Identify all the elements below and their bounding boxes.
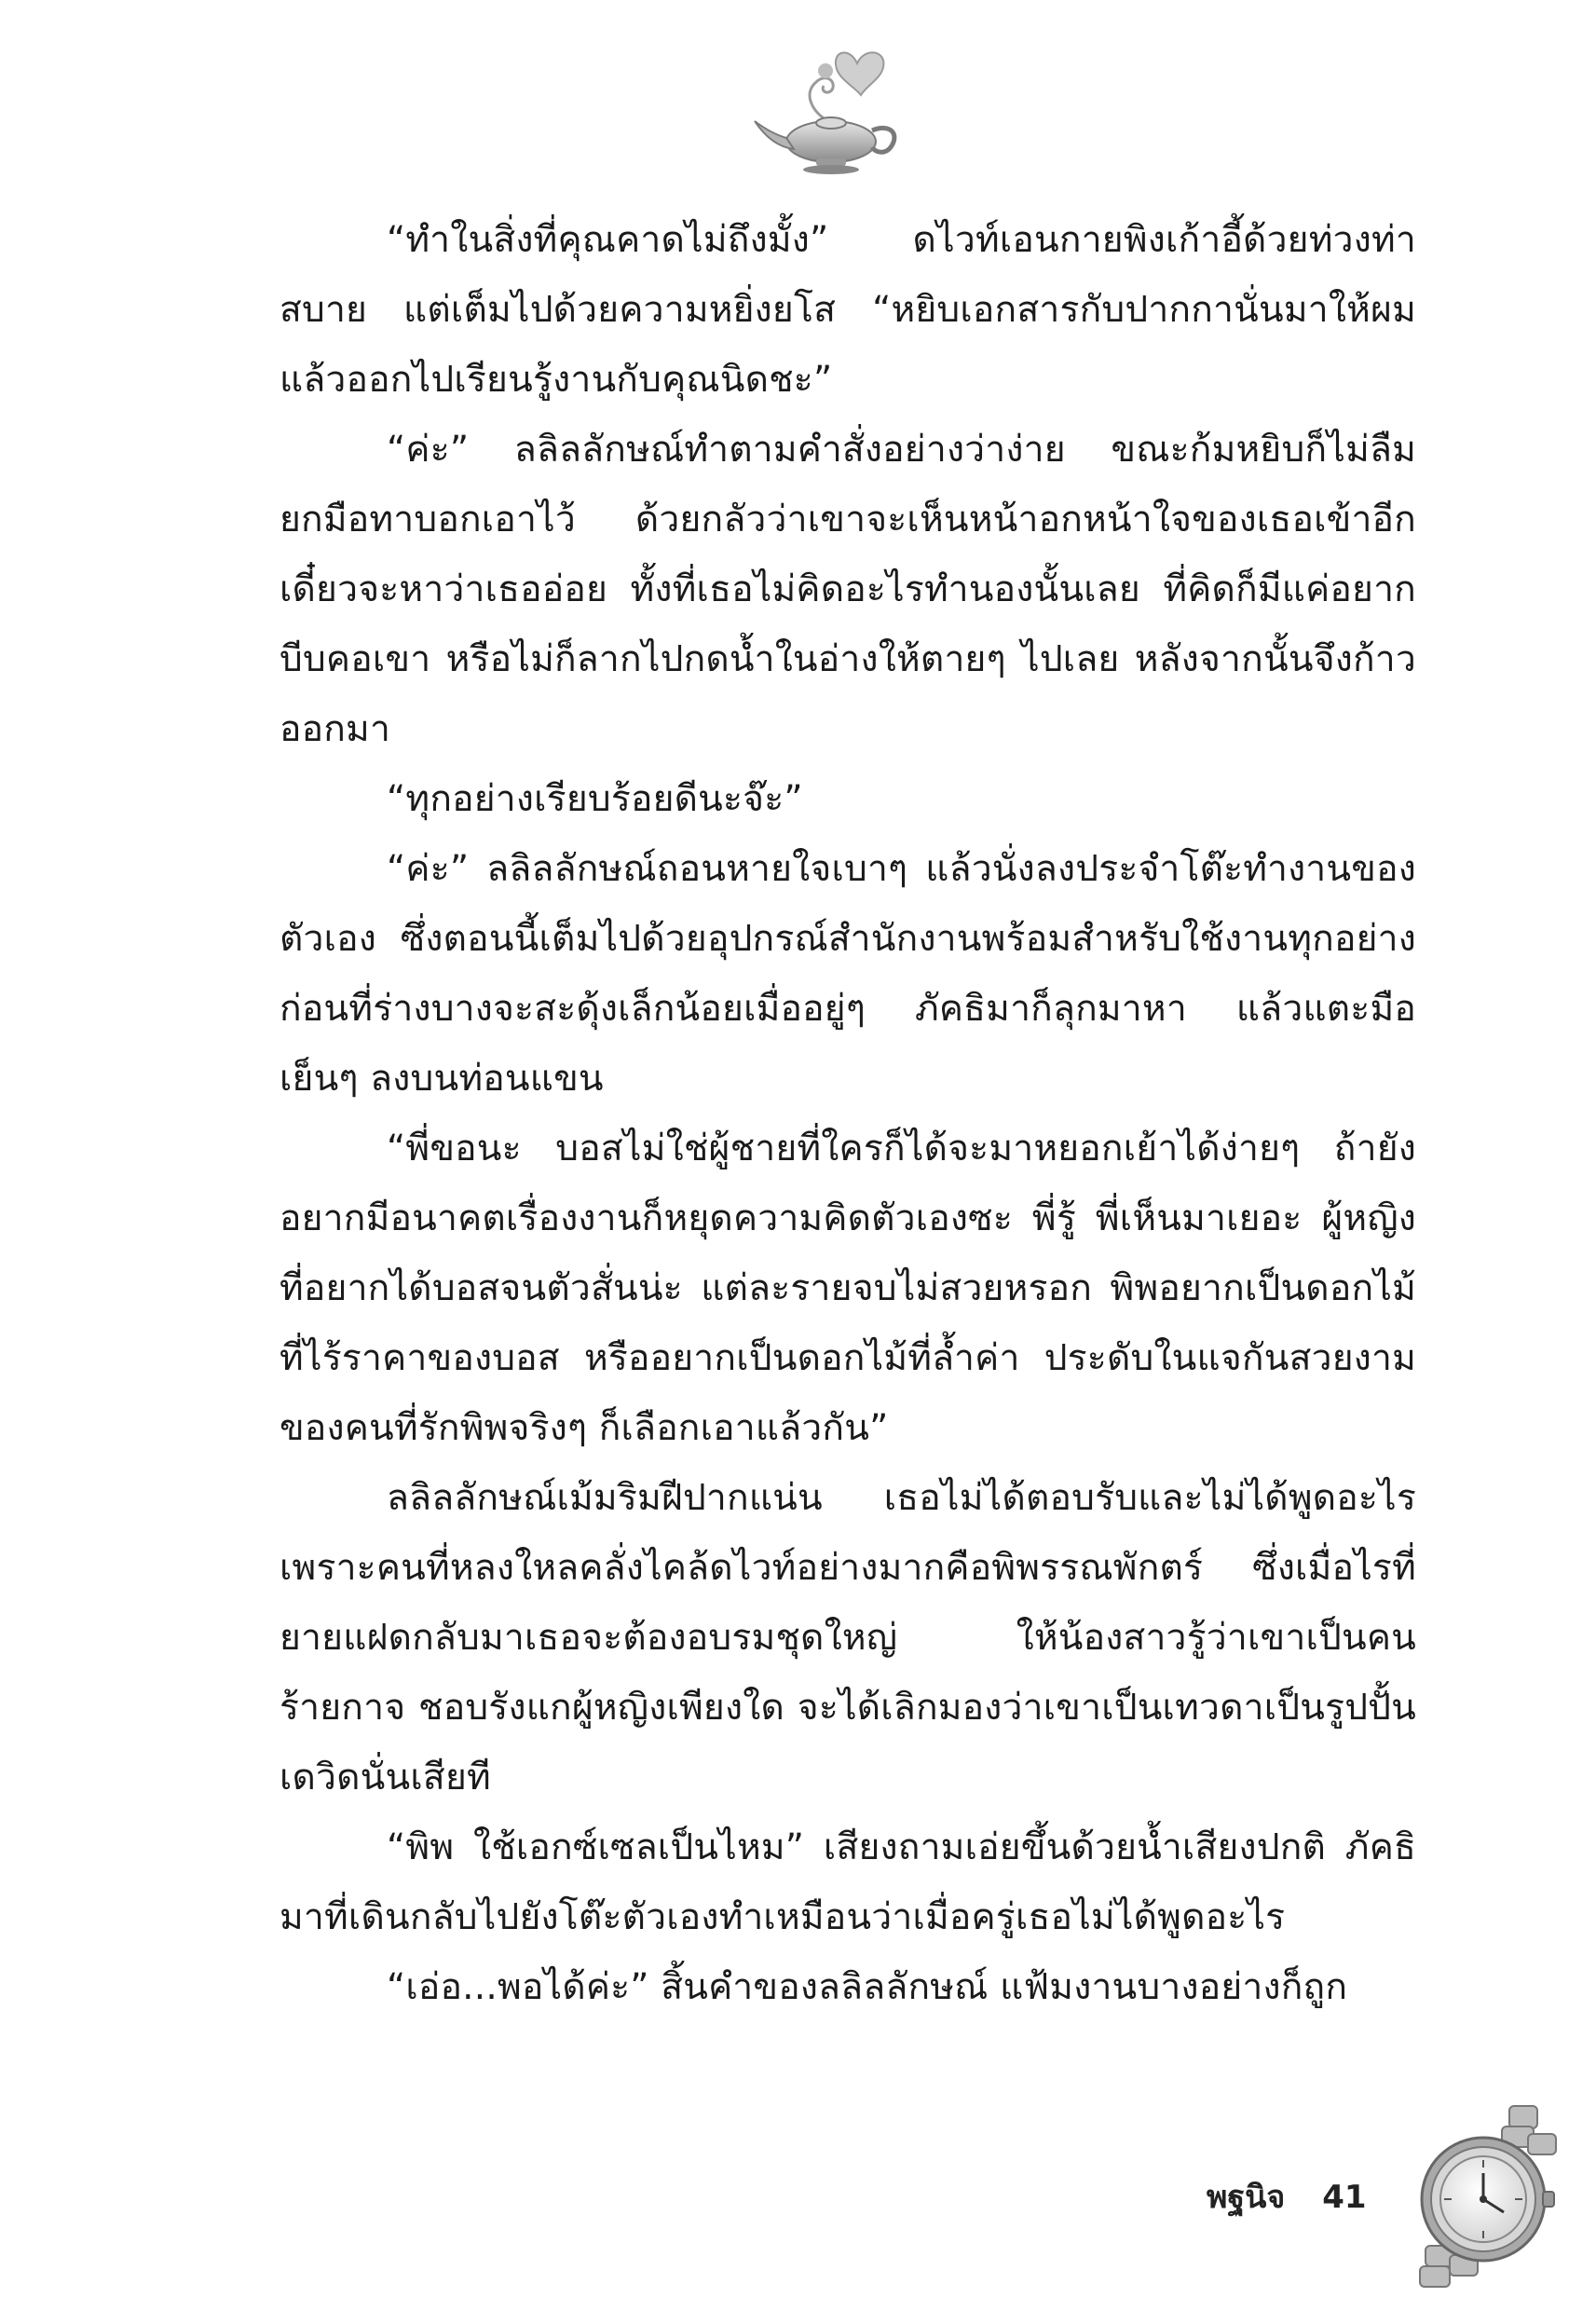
paragraph: “ค่ะ” ลลิลลักษณ์ทำตามคำสั่งอย่างว่าง่าย ขณะก้มหยิบก็ไม่ลืมยกมือทาบอกเอาไว้ ด้วยกลัวว่าเขาจะเห็นหน้าอกหน้าใจของเธอเข้าอีก เดี๋ยวจะหาว่าเธออ่อย ทั้งที่เธอไม่คิดอะไรทำนองนั้นเลย ที่คิดก็มีแค่อยากบีบคอเขา หรือไม่ก็ลากไปกดน้ำในอ่างให้ตายๆ ไปเลย หลังจากนั้นจึงก้าวออกมา [280,429,1416,750]
paragraph: “ทำในสิ่งที่คุณคาดไม่ถึงมั้ง” ดไวท์เอนกายพิงเก้าอี้ด้วยท่วงท่าสบาย แต่เต็มไปด้วยความหยิ่งยโส “หยิบเอกสารกับปากกานั่นมาให้ผมแล้วออกไปเรียนรู้งานกับคุณนิดชะ” [280,219,1416,401]
page-footer [1207,2171,1367,2222]
paragraph: “พิพ ใช้เอกซ์เซลเป็นไหม” เสียงถามเอ่ยขึ้นด้วยน้ำเสียงปกติ ภัคธิมาที่เดินกลับไปยังโต๊ะตัวเองทำเหมือนว่าเมื่อครู่เธอไม่ได้พูดอะไร [280,1826,1416,1938]
page-number: 41 [1322,2179,1367,2216]
wristwatch-icon [1398,2097,1575,2302]
paragraph: ลลิลลักษณ์เม้มริมฝีปากแน่น เธอไม่ได้ตอบรับและไม่ได้พูดอะไร เพราะคนที่หลงใหลคลั่งไคล้ดไวท์อย่างมากคือพิพรรณพักตร์ ซึ่งเมื่อไรที่ยายแฝดกลับมาเธอจะต้องอบรมชุดใหญ่ ให้น้องสาวรู้ว่าเขาเป็นคนร้ายกาจ ชอบรังแกผู้หญิงเพียงใด จะได้เลิกมองว่าเขาเป็นเทวดาเป็นรูปปั้นเดวิดนั่นเสียที [280,1477,1416,1798]
paragraph: “เอ่อ...พอได้ค่ะ” สิ้นคำของลลิลลักษณ์ แฟ้มงานบางอย่างก็ถูก [387,1966,1348,2008]
genie-lamp-icon [745,37,913,177]
paragraph: “พี่ขอนะ บอสไม่ใช่ผู้ชายที่ใครก็ได้จะมาหยอกเย้าได้ง่ายๆ ถ้ายังอยากมีอนาคตเรื่องงานก็หยุดความคิดตัวเองซะ พี่รู้ พี่เห็นมาเยอะ ผู้หญิงที่อยากได้บอสจนตัวสั่นน่ะ แต่ละรายจบไม่สวยหรอก พิพอยากเป็นดอกไม้ที่ไร้ราคาของบอส หรืออยากเป็นดอกไม้ที่ล้ำค่า ประดับในแจกันสวยงามของคนที่รักพิพจริงๆ ก็เลือกเอาแล้วกัน” [280,1128,1416,1449]
author-name: พฐนิจ [1207,2179,1286,2216]
page-body [280,205,1416,2022]
paragraph: “ค่ะ” ลลิลลักษณ์ถอนหายใจเบาๆ แล้วนั่งลงประจำโต๊ะทำงานของตัวเอง ซึ่งตอนนี้เต็มไปด้วยอุปกรณ์สำนักงานพร้อมสำหรับใช้งานทุกอย่าง ก่อนที่ร่างบางจะสะดุ้งเล็กน้อยเมื่ออยู่ๆ ภัคธิมาก็ลุกมาหา แล้วแตะมือเย็นๆ ลงบนท่อนแขน [280,848,1416,1100]
paragraph: “ทุกอย่างเรียบร้อยดีนะจ๊ะ” [387,778,803,820]
